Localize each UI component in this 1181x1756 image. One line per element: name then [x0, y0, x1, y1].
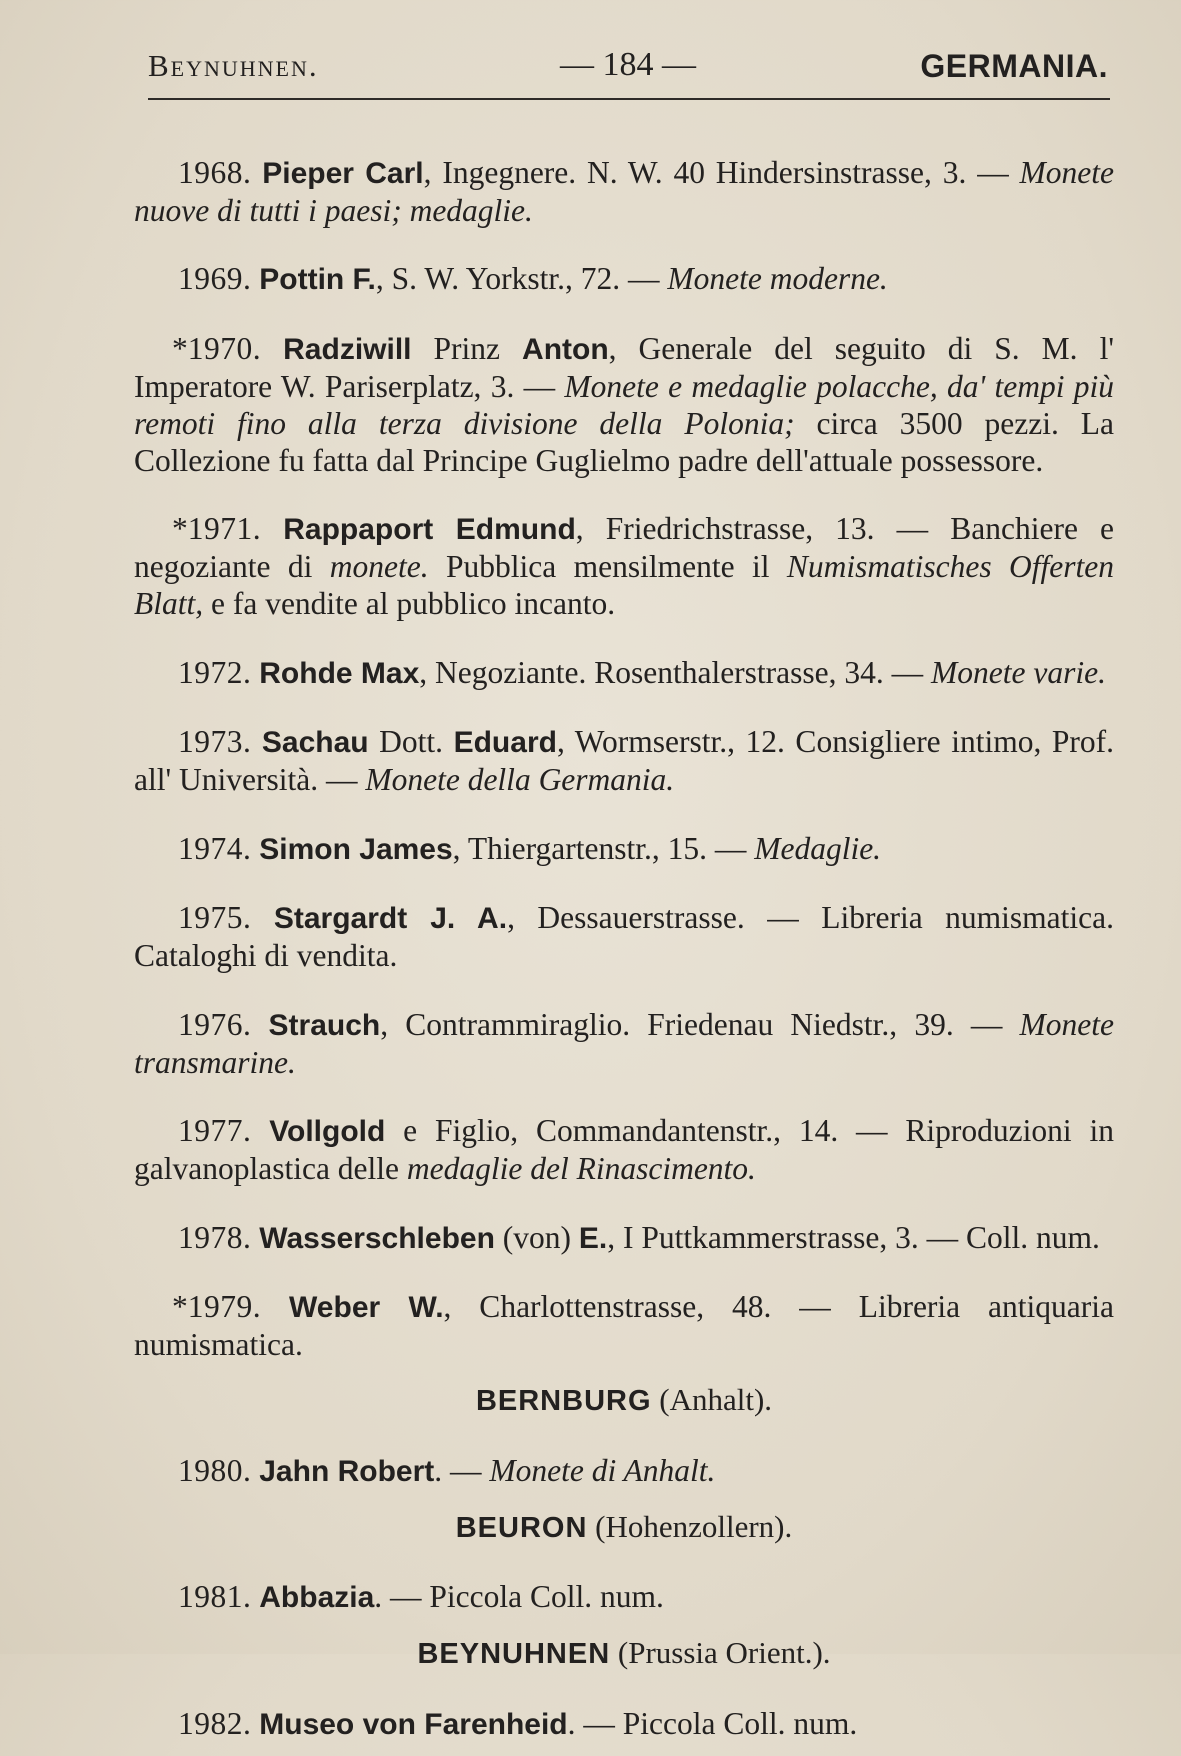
section-heading-beuron: BEURON (Hohenzollern).	[455, 1508, 793, 1544]
entry-1982: 1982. Museo von Farenheid. — Piccola Coll. num.	[178, 1705, 858, 1741]
entry-1979: *1979. Weber W., Charlottenstrasse, 48. — Libreria antiquaria numismatica.	[134, 1289, 1114, 1362]
running-head-left: Beynuhnen.	[148, 48, 319, 83]
running-head-right: GERMANIA.	[920, 48, 1108, 84]
section-heading-beynuhnen: BEYNUHNEN (Prussia Orient.).	[417, 1635, 831, 1670]
entry-1981: 1981. Abbazia. — Piccola Coll. num.	[178, 1579, 664, 1614]
entry-1971: *1971. Rappaport Edmund, Friedrichstrasse, 13. — Banchiere e negoziante di monete. Pubblica mensilmente il Numismatisches Offerten Blatt, e fa vendite al pubblico incanto.	[134, 511, 1114, 621]
entry-1976: 1976. Strauch, Contrammiraglio. Friedenau Niedstr., 39. — Monete transmarine.	[134, 1006, 1114, 1080]
page-number: — 184 —	[560, 46, 696, 83]
entry-1968: 1968. Pieper Carl, Ingegnere. N. W. 40 Hindersinstrasse, 3. — Monete nuove di tutti i paesi; medaglie.	[134, 154, 1115, 228]
entry-1977: 1977. Vollgold e Figlio, Commandantenstr., 14. — Riproduzioni in galvanoplastica delle medaglie del Rinascimento.	[134, 1113, 1115, 1186]
entry-1974: 1974. Simon James, Thiergartenstr., 15. — Medaglie.	[178, 830, 882, 866]
entry-1978: 1978. Wasserschleben (von) E., I Puttkammerstrasse, 3. — Coll. num.	[178, 1219, 1100, 1255]
entry-1969: 1969. Pottin F., S. W. Yorkstr., 72. — Monete moderne.	[178, 261, 888, 296]
entry-list	[134, 122, 1114, 1756]
entry-1980: 1980. Jahn Robert. — Monete di Anhalt.	[178, 1452, 716, 1488]
entry-1975: 1975. Stargardt J. A., Dessauerstrasse. — Libreria numismatica. Cataloghi di vendita.	[134, 900, 1115, 973]
entry-1973: 1973. Sachau Dott. Eduard, Wormserstr., 12. Consigliere intimo, Prof. all' Università. — Monete della Germania.	[134, 724, 1114, 797]
section-heading-bernburg: BERNBURG (Anhalt).	[475, 1382, 773, 1417]
entry-1972: 1972. Rohde Max, Negoziante. Rosenthalerstrasse, 34. — Monete varie.	[178, 654, 1106, 690]
header-rule	[148, 98, 1110, 100]
entry-1970: *1970. Radziwill Prinz Anton, Generale del seguito di S. M. l' Imperatore W. Pariserplatz, 3. — Monete e medaglie polacche, da' tempi più remoti fino alla terza divisione della Polonia; circa 3500 pezzi. La Collezione fu fatta dal Principe Guglielmo padre dell'attuale possessore.	[134, 330, 1114, 478]
page-header	[148, 42, 1108, 92]
